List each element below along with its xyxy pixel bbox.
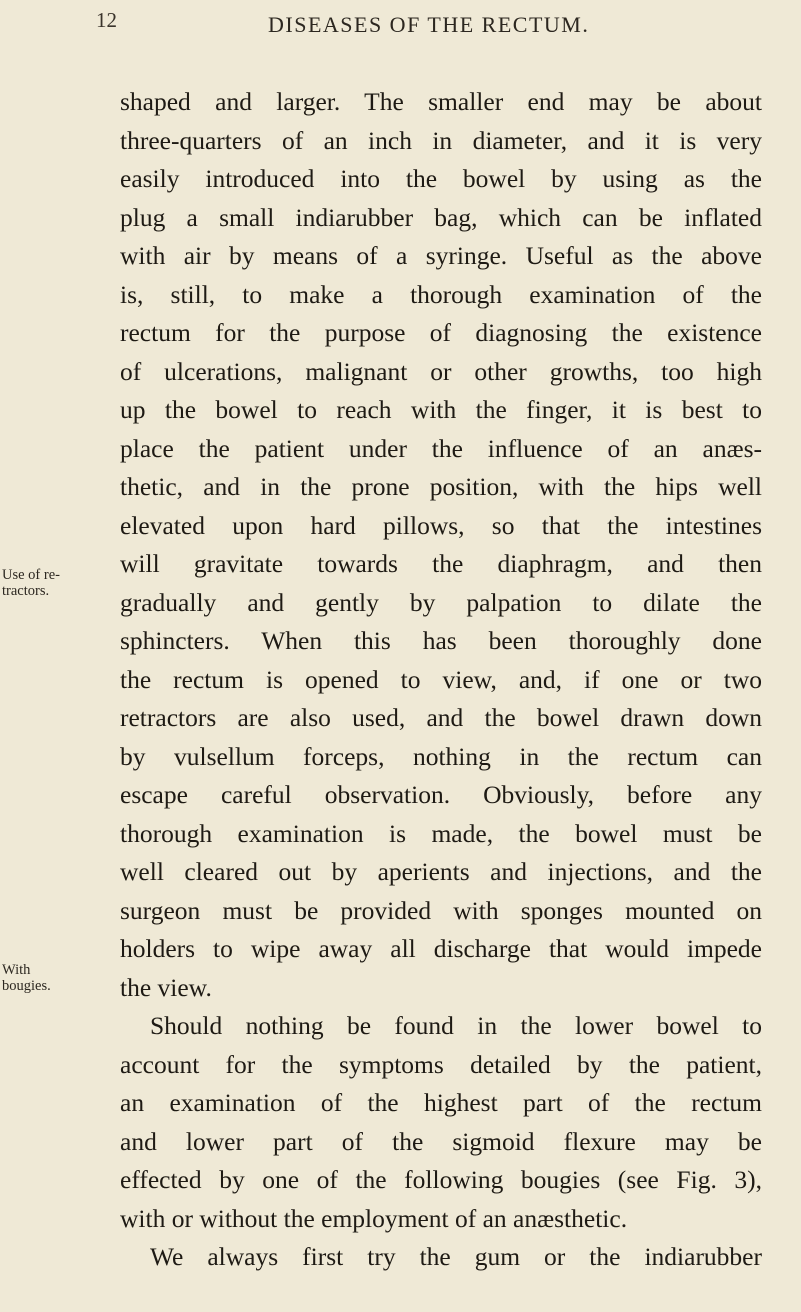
text-line: by vulsellum forceps, nothing in the rectum can xyxy=(120,741,762,771)
text-line: surgeon must be provided with sponges mounted on xyxy=(120,895,762,925)
text-line: retractors are also used, and the bowel drawn down xyxy=(120,703,762,732)
text-line: rectum for the purpose of diagnosing the existence xyxy=(120,318,762,347)
running-head: DISEASES OF THE RECTUM. xyxy=(268,12,590,37)
text-line: shaped and larger. The smaller end may be about xyxy=(120,87,762,116)
text-line: well cleared out by aperients and injections, and the xyxy=(120,857,762,886)
text-line: the view. xyxy=(120,972,212,1002)
text-line: easily introduced into the bowel by using as the xyxy=(120,164,762,193)
text-line: escape careful observation. Obviously, before any xyxy=(120,780,762,809)
text-line: holders to wipe away all discharge that would impede xyxy=(120,934,762,963)
text-line: with air by means of a syringe. Useful as the above xyxy=(120,241,762,270)
side-note-line: With xyxy=(2,962,31,978)
text-line: elevated upon hard pillows, so that the intestines xyxy=(120,510,762,540)
text-line: effected by one of the following bougies (see Fig. 3), xyxy=(120,1165,762,1194)
side-note-bougies xyxy=(2,962,112,994)
side-note-line: bougies. xyxy=(2,978,51,994)
text-line: is, still, to make a thorough examination of the xyxy=(120,279,762,309)
text-line: will gravitate towards the diaphragm, and then xyxy=(120,549,762,578)
text-line: thetic, and in the prone position, with the hips well xyxy=(120,472,762,501)
page-number: 12 xyxy=(96,8,117,32)
side-note-line: Use of re- xyxy=(2,567,60,583)
side-note-retractors xyxy=(2,567,112,599)
text-line: account for the symptoms detailed by the patient, xyxy=(120,1049,762,1079)
text-line: the rectum is opened to view, and, if one or two xyxy=(120,664,762,694)
text-line: an examination of the highest part of the rectum xyxy=(120,1088,762,1117)
text-line: sphincters. When this has been thoroughly done xyxy=(120,626,762,655)
text-line: We always first try the gum or the indiarubber xyxy=(150,1242,762,1271)
text-line: gradually and gently by palpation to dilate the xyxy=(120,587,762,617)
text-line: Should nothing be found in the lower bowel to xyxy=(150,1011,762,1040)
text-line: plug a small indiarubber bag, which can be inflated xyxy=(120,202,762,232)
text-line: of ulcerations, malignant or other growths, too high xyxy=(120,356,762,386)
text-line: with or without the employment of an anæsthetic. xyxy=(120,1203,628,1233)
text-line: three-quarters of an inch in diameter, and it is very xyxy=(120,125,762,155)
side-note-line: tractors. xyxy=(2,583,50,599)
text-line: thorough examination is made, the bowel must be xyxy=(120,818,762,848)
text-line: up the bowel to reach with the finger, it is best to xyxy=(120,395,762,424)
text-line: and lower part of the sigmoid flexure may be xyxy=(120,1126,762,1156)
text-line: place the patient under the influence of an anæs- xyxy=(120,433,762,463)
